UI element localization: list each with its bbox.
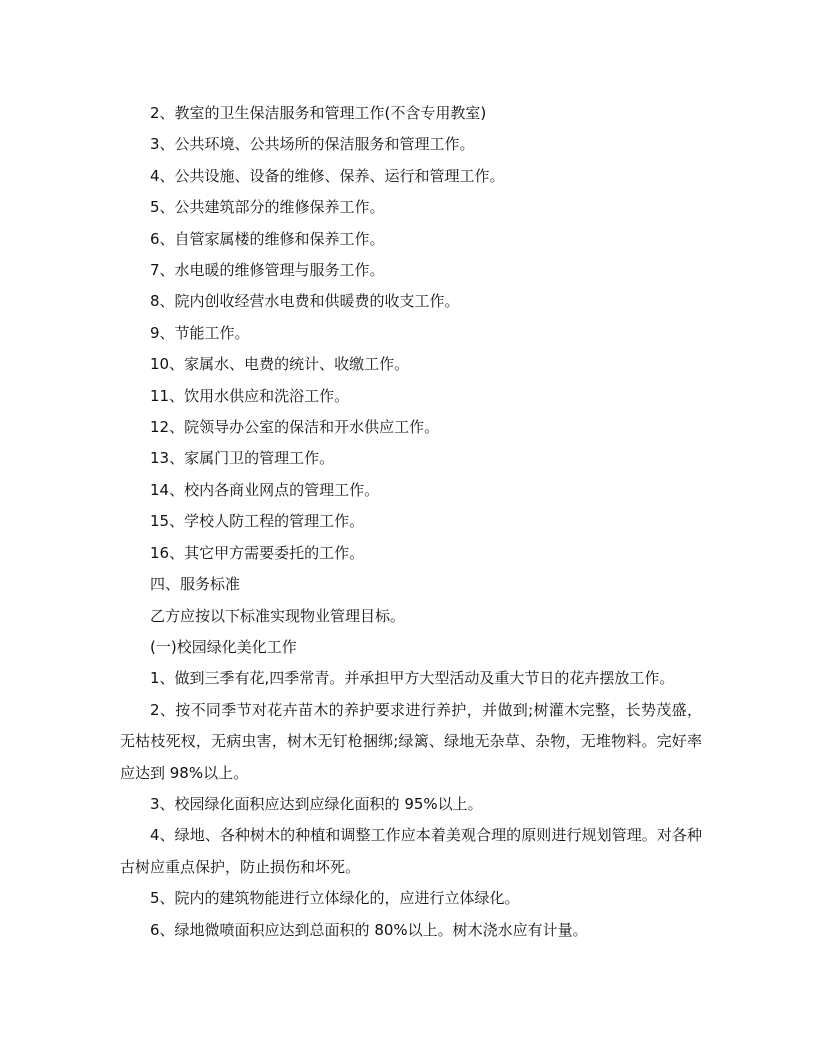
list-item: 12、院领导办公室的保洁和开水供应工作。 bbox=[150, 418, 440, 437]
list-item: 14、校内各商业网点的管理工作。 bbox=[150, 480, 380, 499]
list-item: 2、教室的卫生保洁服务和管理工作(不含专用教室) bbox=[150, 104, 487, 122]
subsection-heading: (一)校园绿化美化工作 bbox=[150, 637, 297, 656]
list-item: 5、公共建筑部分的维修保养工作。 bbox=[150, 198, 385, 217]
section-heading: 四、服务标准 bbox=[150, 575, 241, 594]
list-item: 9、节能工作。 bbox=[150, 323, 250, 342]
list-item: 8、院内创收经营水电费和供暖费的收支工作。 bbox=[150, 292, 460, 311]
standard-item: 6、绿地微喷面积应达到总面积的 80%以上。树木浇水应有计量。 bbox=[150, 920, 588, 939]
list-item: 10、家属水、电费的统计、收缴工作。 bbox=[150, 355, 410, 374]
standard-item: 3、校园绿化面积应达到应绿化面积的 95%以上。 bbox=[150, 794, 483, 813]
standard-item: 4、绿地、各种树木的种植和调整工作应本着美观合理的原则进行规划管理。对各种古树应重点保护，防止损伤和坏死。 bbox=[120, 826, 702, 876]
list-item: 13、家属门卫的管理工作。 bbox=[150, 449, 335, 468]
document-body bbox=[120, 98, 702, 946]
list-item: 3、公共环境、公共场所的保洁服务和管理工作。 bbox=[150, 135, 475, 154]
list-item: 11、饮用水供应和洗浴工作。 bbox=[150, 386, 350, 405]
standard-item: 1、做到三季有花,四季常青。并承担甲方大型活动及重大节日的花卉摆放工作。 bbox=[150, 669, 675, 688]
list-item: 15、学校人防工程的管理工作。 bbox=[150, 512, 365, 531]
section-intro: 乙方应按以下标准实现物业管理目标。 bbox=[150, 606, 406, 625]
list-item: 16、其它甲方需要委托的工作。 bbox=[150, 543, 365, 562]
standard-item: 5、院内的建筑物能进行立体绿化的，应进行立体绿化。 bbox=[150, 889, 520, 908]
list-item: 7、水电暖的维修管理与服务工作。 bbox=[150, 261, 385, 280]
list-item: 6、自管家属楼的维修和保养工作。 bbox=[150, 229, 385, 248]
list-item: 4、公共设施、设备的维修、保养、运行和管理工作。 bbox=[150, 166, 505, 185]
standard-item: 2、按不同季节对花卉苗木的养护要求进行养护，并做到;树灌木完整，长势茂盛，无枯枝死杈，无病虫害，树木无钉枪捆绑;绿篱、绿地无杂草、杂物，无堆物料。完好率应达到 98%以上。 bbox=[120, 700, 702, 782]
